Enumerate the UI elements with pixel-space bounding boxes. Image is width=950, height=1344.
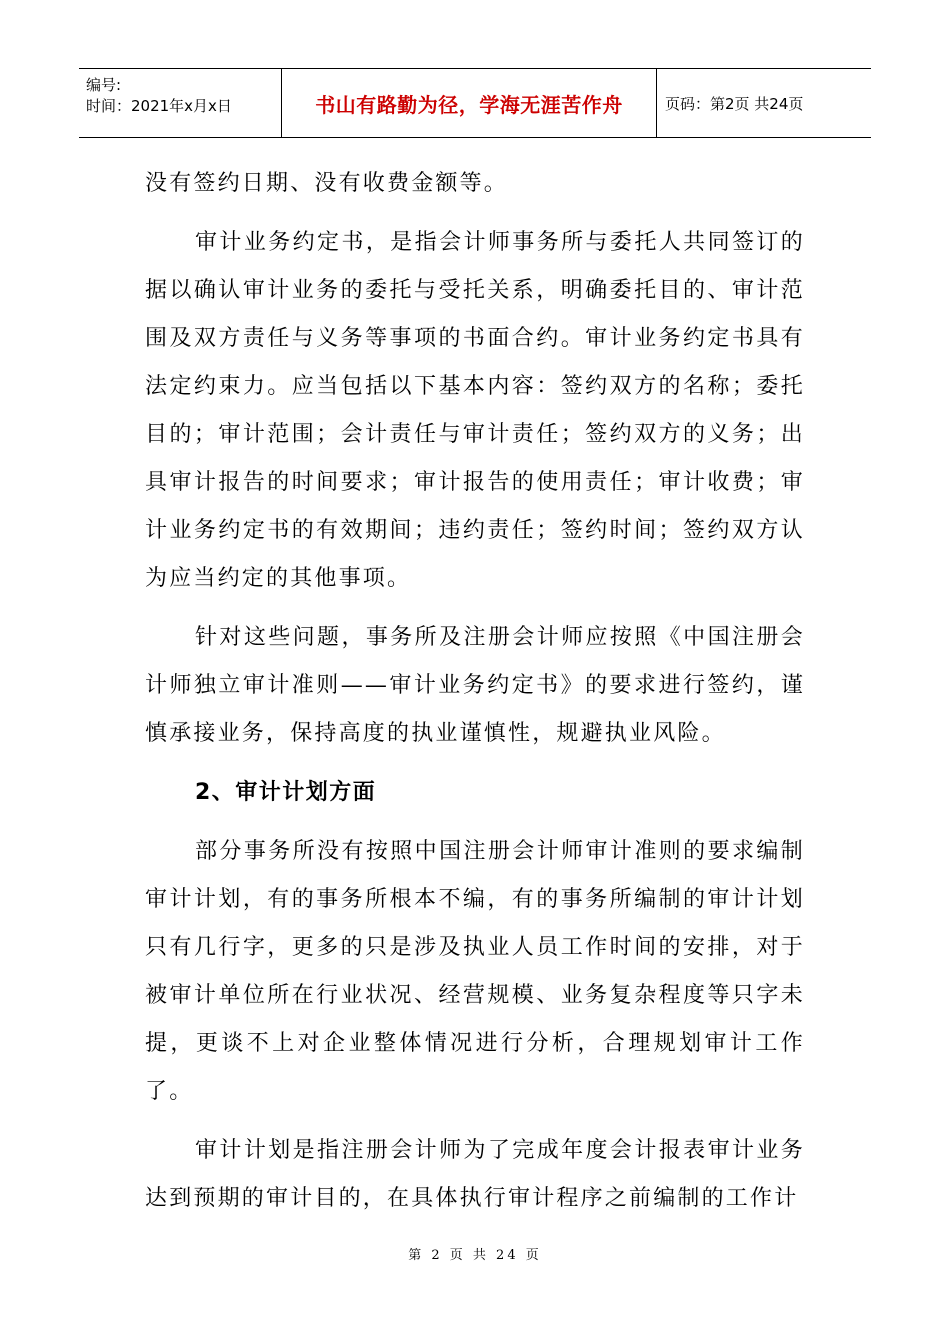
paragraph: 部分事务所没有按照中国注册会计师审计准则的要求编制审计计划，有的事务所根本不编，有的事务所编制的审计计划只有几行字，更多的只是涉及执业人员工作时间的安排，对于被审计单位所在行业状况、经营规模、业务复杂程度等只字未提，更谈不上对企业整体情况进行分析，合理规划审计工作了。: [145, 839, 805, 1104]
header-meta: [79, 69, 282, 137]
document-time-label: 时间：2021年x月x日: [86, 97, 232, 115]
section-heading: 2、审计计划方面: [195, 780, 377, 805]
paragraph-continuation: 没有签约日期、没有收费金额等。: [145, 171, 509, 196]
page-header: [79, 68, 871, 138]
document-number-label: 编号:: [86, 76, 122, 94]
paragraph: 针对这些问题，事务所及注册会计师应按照《中国注册会计师独立审计准则——审计业务约定书》的要求进行签约，谨慎承接业务，保持高度的执业谨慎性，规避执业风险。: [145, 625, 805, 746]
page-footer: 第 2 页 共 24 页: [408, 1248, 542, 1263]
paragraph: 审计业务约定书，是指会计师事务所与委托人共同签订的据以确认审计业务的委托与受托关系，明确委托目的、审计范围及双方责任与义务等事项的书面合约。审计业务约定书具有法定约束力。应当包括以下基本内容：签约双方的名称；委托目的；审计范围；会计责任与审计责任；签约双方的义务；出具审计报告的时间要求；审计报告的使用责任；审计收费；审计业务约定书的有效期间；违约责任；签约时间；签约双方认为应当约定的其他事项。: [145, 230, 805, 591]
paragraph: 审计计划是指注册会计师为了完成年度会计报表审计业务达到预期的审计目的，在具体执行审计程序之前编制的工作计: [145, 1138, 805, 1211]
header-page-info: 页码：第2页 共24页: [665, 94, 804, 113]
document-body: [145, 160, 805, 1234]
header-slogan: 书山有路勤为径，学海无涯苦作舟: [282, 69, 657, 137]
